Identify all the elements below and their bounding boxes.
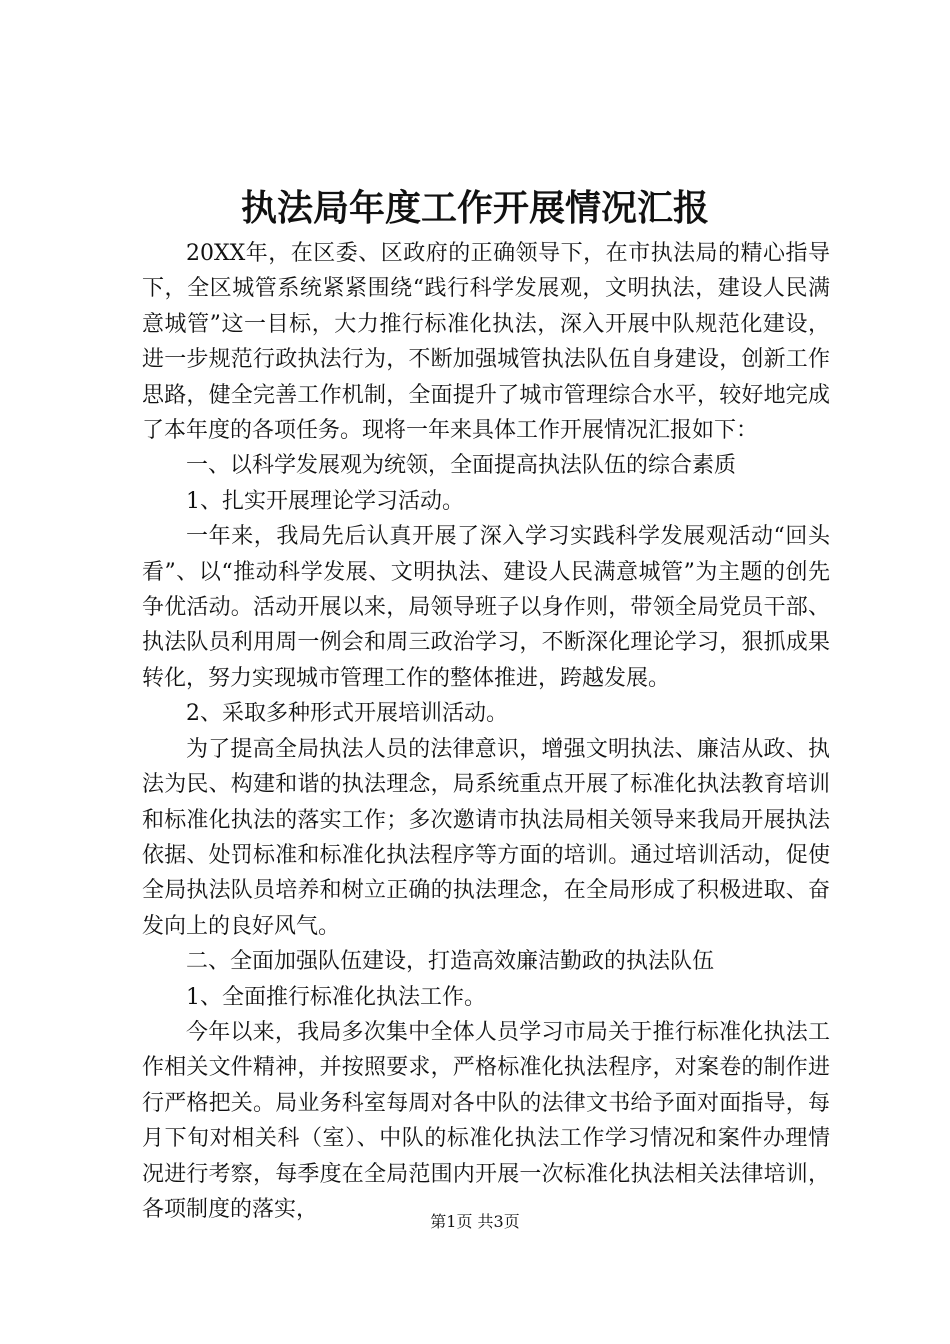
subsection-heading-1-1: 1、扎实开展理论学习活动。 [186, 488, 464, 514]
paragraph-training: 为了提高全局执法人员的法律意识，增强文明执法、廉洁从政、执法为民、构建和谐的执法理念，局系统重点开展了标准化执法教育培训和标准化执法的落实工作；多次邀请市执法局相关领导来我局开展执法依据、处罚标准和标准化执法程序等方面的培训。通过培训活动，促使全局执法队员培养和树立正确的执法理念，在全局形成了积极进取、奋发向上的良好风气。 [142, 736, 830, 939]
page-number: 第1页 共3页 [430, 1212, 520, 1231]
document-title: 执法局年度工作开展情况汇报 [240, 187, 709, 229]
subsection-heading-2-1: 1、全面推行标准化执法工作。 [186, 984, 486, 1010]
section-heading-1: 一、以科学发展观为统领，全面提高执法队伍的综合素质 [186, 453, 737, 479]
paragraph-intro: 20XX年，在区委、区政府的正确领导下，在市执法局的精心指导下，全区城管系统紧紧围绕“践行科学发展观，文明执法，建设人民满意城管”这一目标，大力推行标准化执法，深入开展中队规范化建设，进一步规范行政执法行为，不断加强城管执法队伍自身建设，创新工作思路，健全完善工作机制，全面提升了城市管理综合水平，较好地完成了本年度的各项任务。现将一年来具体工作开展情况汇报如下： [142, 241, 830, 444]
subsection-heading-1-2: 2、采取多种形式开展培训活动。 [186, 701, 508, 727]
paragraph-standardization: 今年以来，我局多次集中全体人员学习市局关于推行标准化执法工作相关文件精神，并按照要求，严格标准化执法程序，对案卷的制作进行严格把关。局业务科室每周对各中队的法律文书给予面对面指导，每月下旬对相关科（室）、中队的标准化执法工作学习情况和案件办理情况进行考察，每季度在全局范围内开展一次标准化执法相关法律培训，各项制度的落实， [142, 1019, 830, 1222]
section-heading-2: 二、全面加强队伍建设，打造高效廉洁勤政的执法队伍 [186, 949, 715, 975]
document-body [142, 236, 830, 1227]
paragraph-theory-study: 一年来，我局先后认真开展了深入学习实践科学发展观活动“回头看”、以“推动科学发展、文明执法、建设人民满意城管”为主题的创先争优活动。活动开展以来，局领导班子以身作则，带领全局党员干部、执法队员利用周一例会和周三政治学习，不断深化理论学习，狠抓成果转化，努力实现城市管理工作的整体推进，跨越发展。 [142, 524, 830, 691]
